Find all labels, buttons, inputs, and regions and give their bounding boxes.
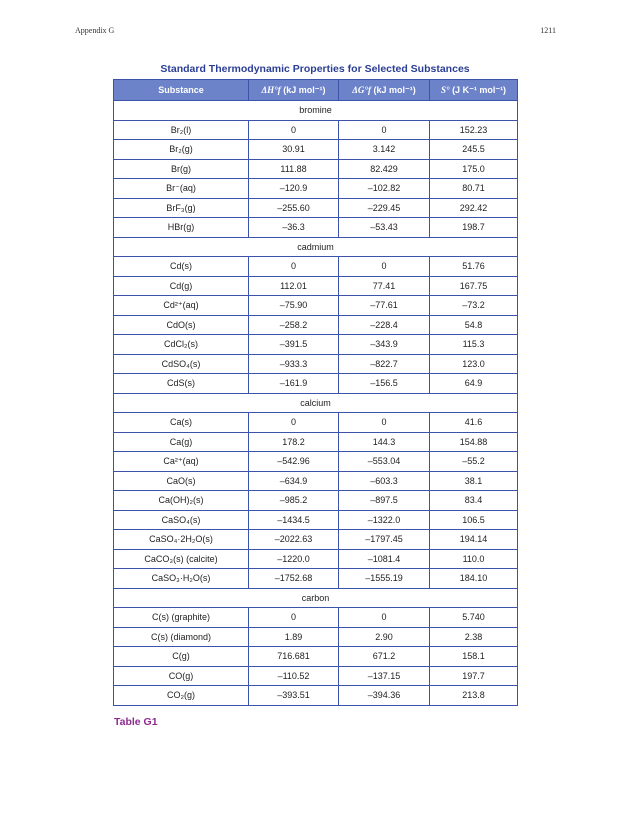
entropy-cell: –55.2 — [430, 452, 518, 472]
table-caption: Table G1 — [114, 716, 158, 728]
entropy-cell: –73.2 — [430, 296, 518, 316]
enthalpy-cell: 716.681 — [249, 647, 339, 667]
table-row — [114, 627, 518, 647]
table-body — [114, 101, 518, 706]
substance-cell: Cd²⁺(aq) — [114, 296, 249, 316]
group-row — [114, 237, 518, 257]
gibbs-cell: 82.429 — [339, 159, 430, 179]
entropy-cell: 110.0 — [430, 549, 518, 569]
entropy-cell: 38.1 — [430, 471, 518, 491]
table-row — [114, 491, 518, 511]
table-row — [114, 276, 518, 296]
page-number: 1211 — [540, 26, 556, 35]
substance-cell: CaSO₄·2H₂O(s) — [114, 530, 249, 550]
substance-cell: Br₂(l) — [114, 120, 249, 140]
gibbs-cell: –1322.0 — [339, 510, 430, 530]
table-row — [114, 530, 518, 550]
substance-cell: Br(g) — [114, 159, 249, 179]
table-row — [114, 140, 518, 160]
gibbs-cell: –553.04 — [339, 452, 430, 472]
table-row — [114, 374, 518, 394]
enthalpy-cell: –255.60 — [249, 198, 339, 218]
header-gibbs — [339, 80, 430, 101]
gibbs-cell: 671.2 — [339, 647, 430, 667]
gibbs-cell: 0 — [339, 257, 430, 277]
entropy-cell: 2.38 — [430, 627, 518, 647]
gibbs-cell: 0 — [339, 120, 430, 140]
substance-cell: CdO(s) — [114, 315, 249, 335]
entropy-cell: 115.3 — [430, 335, 518, 355]
enthalpy-cell: 1.89 — [249, 627, 339, 647]
substance-cell: CdCl₂(s) — [114, 335, 249, 355]
entropy-symbol: S° — [440, 84, 450, 95]
entropy-cell: 213.8 — [430, 686, 518, 706]
table-row — [114, 471, 518, 491]
enthalpy-cell: 112.01 — [249, 276, 339, 296]
enthalpy-cell: –1434.5 — [249, 510, 339, 530]
enthalpy-cell: –120.9 — [249, 179, 339, 199]
gibbs-cell: 2.90 — [339, 627, 430, 647]
gibbs-cell: –228.4 — [339, 315, 430, 335]
enthalpy-cell: 111.88 — [249, 159, 339, 179]
table-row — [114, 686, 518, 706]
entropy-unit: (J K⁻¹ mol⁻¹) — [452, 84, 507, 95]
entropy-cell: 152.23 — [430, 120, 518, 140]
table-row — [114, 452, 518, 472]
entropy-cell: 184.10 — [430, 569, 518, 589]
table-title: Standard Thermodynamic Properties for Selected Substances — [160, 63, 470, 75]
header-entropy — [430, 80, 518, 101]
enthalpy-cell: –75.90 — [249, 296, 339, 316]
table-row — [114, 296, 518, 316]
enthalpy-cell: –391.5 — [249, 335, 339, 355]
table-row — [114, 179, 518, 199]
group-label: cadmium — [114, 237, 518, 257]
table-row — [114, 510, 518, 530]
header-substance: Substance — [114, 80, 249, 101]
gibbs-cell: –77.61 — [339, 296, 430, 316]
entropy-cell: 51.76 — [430, 257, 518, 277]
table-row — [114, 666, 518, 686]
substance-cell: HBr(g) — [114, 218, 249, 238]
entropy-cell: 194.14 — [430, 530, 518, 550]
entropy-cell: 41.6 — [430, 413, 518, 433]
entropy-cell: 54.8 — [430, 315, 518, 335]
substance-cell: Br₂(g) — [114, 140, 249, 160]
entropy-cell: 167.75 — [430, 276, 518, 296]
substance-cell: CaO(s) — [114, 471, 249, 491]
entropy-cell: 106.5 — [430, 510, 518, 530]
enthalpy-cell: 0 — [249, 608, 339, 628]
gibbs-cell: 77.41 — [339, 276, 430, 296]
enthalpy-cell: 0 — [249, 120, 339, 140]
gibbs-unit: (kJ mol⁻¹) — [373, 84, 416, 95]
gibbs-cell: –343.9 — [339, 335, 430, 355]
table-row — [114, 432, 518, 452]
table-row — [114, 549, 518, 569]
group-row — [114, 393, 518, 413]
gibbs-cell: –897.5 — [339, 491, 430, 511]
gibbs-symbol: ΔG°f — [352, 84, 371, 95]
enthalpy-cell: 30.91 — [249, 140, 339, 160]
gibbs-cell: –229.45 — [339, 198, 430, 218]
gibbs-cell: –394.36 — [339, 686, 430, 706]
gibbs-cell: 3.142 — [339, 140, 430, 160]
group-row — [114, 101, 518, 121]
substance-cell: C(s) (graphite) — [114, 608, 249, 628]
table-row — [114, 608, 518, 628]
substance-cell: BrF₃(g) — [114, 198, 249, 218]
substance-cell: CaCO₃(s) (calcite) — [114, 549, 249, 569]
enthalpy-cell: –1220.0 — [249, 549, 339, 569]
substance-cell: CO(g) — [114, 666, 249, 686]
enthalpy-cell: –161.9 — [249, 374, 339, 394]
header-enthalpy — [249, 80, 339, 101]
substance-cell: CaSO₄(s) — [114, 510, 249, 530]
enthalpy-cell: –542.96 — [249, 452, 339, 472]
table-header-row — [114, 80, 518, 101]
substance-cell: Ca²⁺(aq) — [114, 452, 249, 472]
substance-cell: CdS(s) — [114, 374, 249, 394]
enthalpy-cell: –110.52 — [249, 666, 339, 686]
table-row — [114, 120, 518, 140]
entropy-cell: 245.5 — [430, 140, 518, 160]
table-row — [114, 315, 518, 335]
gibbs-cell: –137.15 — [339, 666, 430, 686]
entropy-cell: 198.7 — [430, 218, 518, 238]
entropy-cell: 5.740 — [430, 608, 518, 628]
enthalpy-cell: 0 — [249, 257, 339, 277]
table-row — [114, 159, 518, 179]
thermodynamic-table — [113, 79, 518, 706]
enthalpy-cell: –393.51 — [249, 686, 339, 706]
gibbs-cell: –102.82 — [339, 179, 430, 199]
entropy-cell: 154.88 — [430, 432, 518, 452]
gibbs-cell: –156.5 — [339, 374, 430, 394]
enthalpy-unit: (kJ mol⁻¹) — [283, 84, 326, 95]
table-row — [114, 413, 518, 433]
entropy-cell: 123.0 — [430, 354, 518, 374]
substance-cell: Cd(s) — [114, 257, 249, 277]
enthalpy-cell: –36.3 — [249, 218, 339, 238]
enthalpy-cell: –985.2 — [249, 491, 339, 511]
table-row — [114, 335, 518, 355]
gibbs-cell: –53.43 — [339, 218, 430, 238]
gibbs-cell: –1081.4 — [339, 549, 430, 569]
enthalpy-cell: –933.3 — [249, 354, 339, 374]
gibbs-cell: –1797.45 — [339, 530, 430, 550]
substance-cell: Ca(g) — [114, 432, 249, 452]
entropy-cell: 80.71 — [430, 179, 518, 199]
entropy-cell: 292.42 — [430, 198, 518, 218]
gibbs-cell: –822.7 — [339, 354, 430, 374]
entropy-cell: 83.4 — [430, 491, 518, 511]
group-label: calcium — [114, 393, 518, 413]
entropy-cell: 197.7 — [430, 666, 518, 686]
substance-cell: CO₂(g) — [114, 686, 249, 706]
enthalpy-symbol: ΔH°f — [261, 84, 281, 95]
gibbs-cell: –1555.19 — [339, 569, 430, 589]
table-row — [114, 257, 518, 277]
table-row — [114, 198, 518, 218]
entropy-cell: 64.9 — [430, 374, 518, 394]
group-label: carbon — [114, 588, 518, 608]
substance-cell: CaSO₃·H₂O(s) — [114, 569, 249, 589]
enthalpy-cell: –634.9 — [249, 471, 339, 491]
table-row — [114, 647, 518, 667]
substance-cell: Ca(s) — [114, 413, 249, 433]
running-header-left: Appendix G — [75, 26, 115, 35]
gibbs-cell: 0 — [339, 413, 430, 433]
group-label: bromine — [114, 101, 518, 121]
enthalpy-cell: 0 — [249, 413, 339, 433]
substance-cell: Cd(g) — [114, 276, 249, 296]
enthalpy-cell: 178.2 — [249, 432, 339, 452]
table-row — [114, 218, 518, 238]
gibbs-cell: 0 — [339, 608, 430, 628]
group-row — [114, 588, 518, 608]
substance-cell: C(g) — [114, 647, 249, 667]
substance-cell: C(s) (diamond) — [114, 627, 249, 647]
entropy-cell: 175.0 — [430, 159, 518, 179]
enthalpy-cell: –2022.63 — [249, 530, 339, 550]
table-row — [114, 354, 518, 374]
enthalpy-cell: –258.2 — [249, 315, 339, 335]
gibbs-cell: 144.3 — [339, 432, 430, 452]
substance-cell: Ca(OH)₂(s) — [114, 491, 249, 511]
table-row — [114, 569, 518, 589]
gibbs-cell: –603.3 — [339, 471, 430, 491]
substance-cell: CdSO₄(s) — [114, 354, 249, 374]
substance-cell: Br⁻(aq) — [114, 179, 249, 199]
entropy-cell: 158.1 — [430, 647, 518, 667]
enthalpy-cell: –1752.68 — [249, 569, 339, 589]
